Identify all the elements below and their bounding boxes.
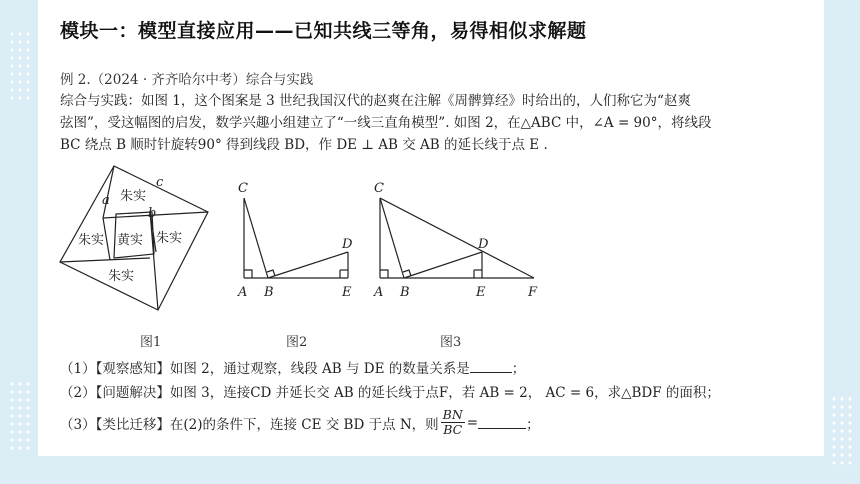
- fig3-label-D: D: [478, 237, 489, 252]
- problem-line-2: 弦图”，受这幅图的启发，数学兴趣小组建立了“一线三直角模型”. 如图 2，在△ABC 中，∠A = 90°，将线段: [60, 115, 712, 131]
- fraction-denominator: BC: [443, 422, 463, 437]
- fig1-label-zhu1: 朱实: [120, 189, 147, 204]
- question-3: [60, 408, 540, 437]
- fraction-BN-BC: [441, 408, 465, 437]
- fig2-label-A: A: [238, 285, 248, 300]
- figure-2: [244, 198, 348, 278]
- fig2-caption: 图2: [286, 335, 308, 350]
- fig3-label-E: E: [476, 285, 486, 300]
- answer-blank-3[interactable]: [478, 416, 526, 429]
- segment-BD: [404, 252, 482, 278]
- question-2: [60, 381, 720, 401]
- example-label: 例 2.（2024 · 齐齐哈尔中考）综合与实践: [60, 72, 314, 88]
- fig3-label-A: A: [374, 285, 384, 300]
- fig1-label-zhu2: 朱实: [78, 233, 105, 248]
- fig3-caption: 图3: [440, 335, 462, 350]
- dot-pattern-right: [830, 395, 854, 465]
- fig1-label-huang: 黄实: [117, 233, 144, 248]
- fig1-line: [150, 211, 158, 310]
- fig3-label-F: F: [528, 285, 538, 300]
- question-2-text: （2）【问题解决】如图 3，连接CD 并延长交 AB 的延长线于点F，若 AB = 2， AC = 6，求△BDF 的面积；: [60, 385, 720, 401]
- problem-line-1: 综合与实践：如图 1，这个图案是 3 世纪我国汉代的赵爽在注解《周髀算经》时给出的，人们称它为“赵爽: [60, 93, 691, 109]
- fig1-label-a: a: [102, 193, 110, 208]
- fig1-label-zhu3: 朱实: [156, 231, 183, 246]
- question-3-text: （3）【类比迁移】在(2)的条件下，连接 CE 交 BD 于点 N，则: [60, 416, 439, 433]
- segment-BD: [268, 252, 348, 278]
- fig1-label-c: c: [156, 175, 164, 190]
- fig1-line: [103, 218, 110, 260]
- fig1-label-b: b: [148, 206, 157, 221]
- right-angle-A: [244, 270, 252, 278]
- left-decoration: [0, 0, 40, 484]
- fig1-label-zhu4: 朱实: [108, 269, 135, 284]
- fig2-label-B: B: [264, 285, 274, 300]
- dot-pattern-top: [8, 30, 32, 100]
- fig1-caption: 图1: [140, 335, 162, 350]
- right-angle-B: [403, 270, 411, 276]
- figures-svg: [58, 162, 578, 352]
- fig1-line: [60, 258, 150, 262]
- dot-pattern-bottom: [8, 380, 32, 450]
- fig1-line: [103, 166, 114, 218]
- fig2-label-E: E: [342, 285, 352, 300]
- question-1-end: ；: [511, 361, 526, 377]
- fig2-label-D: D: [342, 237, 353, 252]
- segment-CB: [244, 198, 268, 278]
- slide: [38, 0, 824, 456]
- right-decoration: [824, 0, 860, 484]
- fig3-label-C: C: [374, 181, 384, 196]
- segment-CB: [380, 198, 404, 278]
- answer-blank-1[interactable]: [470, 360, 512, 373]
- question-1: [60, 357, 525, 377]
- fraction-numerator: BN: [442, 407, 463, 422]
- slide-title: 模块一：模型直接应用——已知共线三等角，易得相似求解题: [60, 20, 587, 42]
- question-1-text: （1）【观察感知】如图 2，通过观察，线段 AB 与 DE 的数量关系是: [60, 361, 470, 377]
- figures: [58, 162, 578, 352]
- problem-line-3: BC 绕点 B 顺时针旋转90° 得到线段 BD，作 DE ⊥ AB 交 AB 的延长线于点 E .: [60, 137, 548, 153]
- figure-3: [380, 198, 534, 278]
- question-3-equals: =: [466, 414, 479, 431]
- right-angle-B: [267, 270, 275, 276]
- segment-CF: [380, 198, 534, 278]
- question-3-end: ；: [526, 416, 540, 433]
- fig3-label-B: B: [400, 285, 410, 300]
- fig2-label-C: C: [238, 181, 248, 196]
- right-angle-A: [380, 270, 388, 278]
